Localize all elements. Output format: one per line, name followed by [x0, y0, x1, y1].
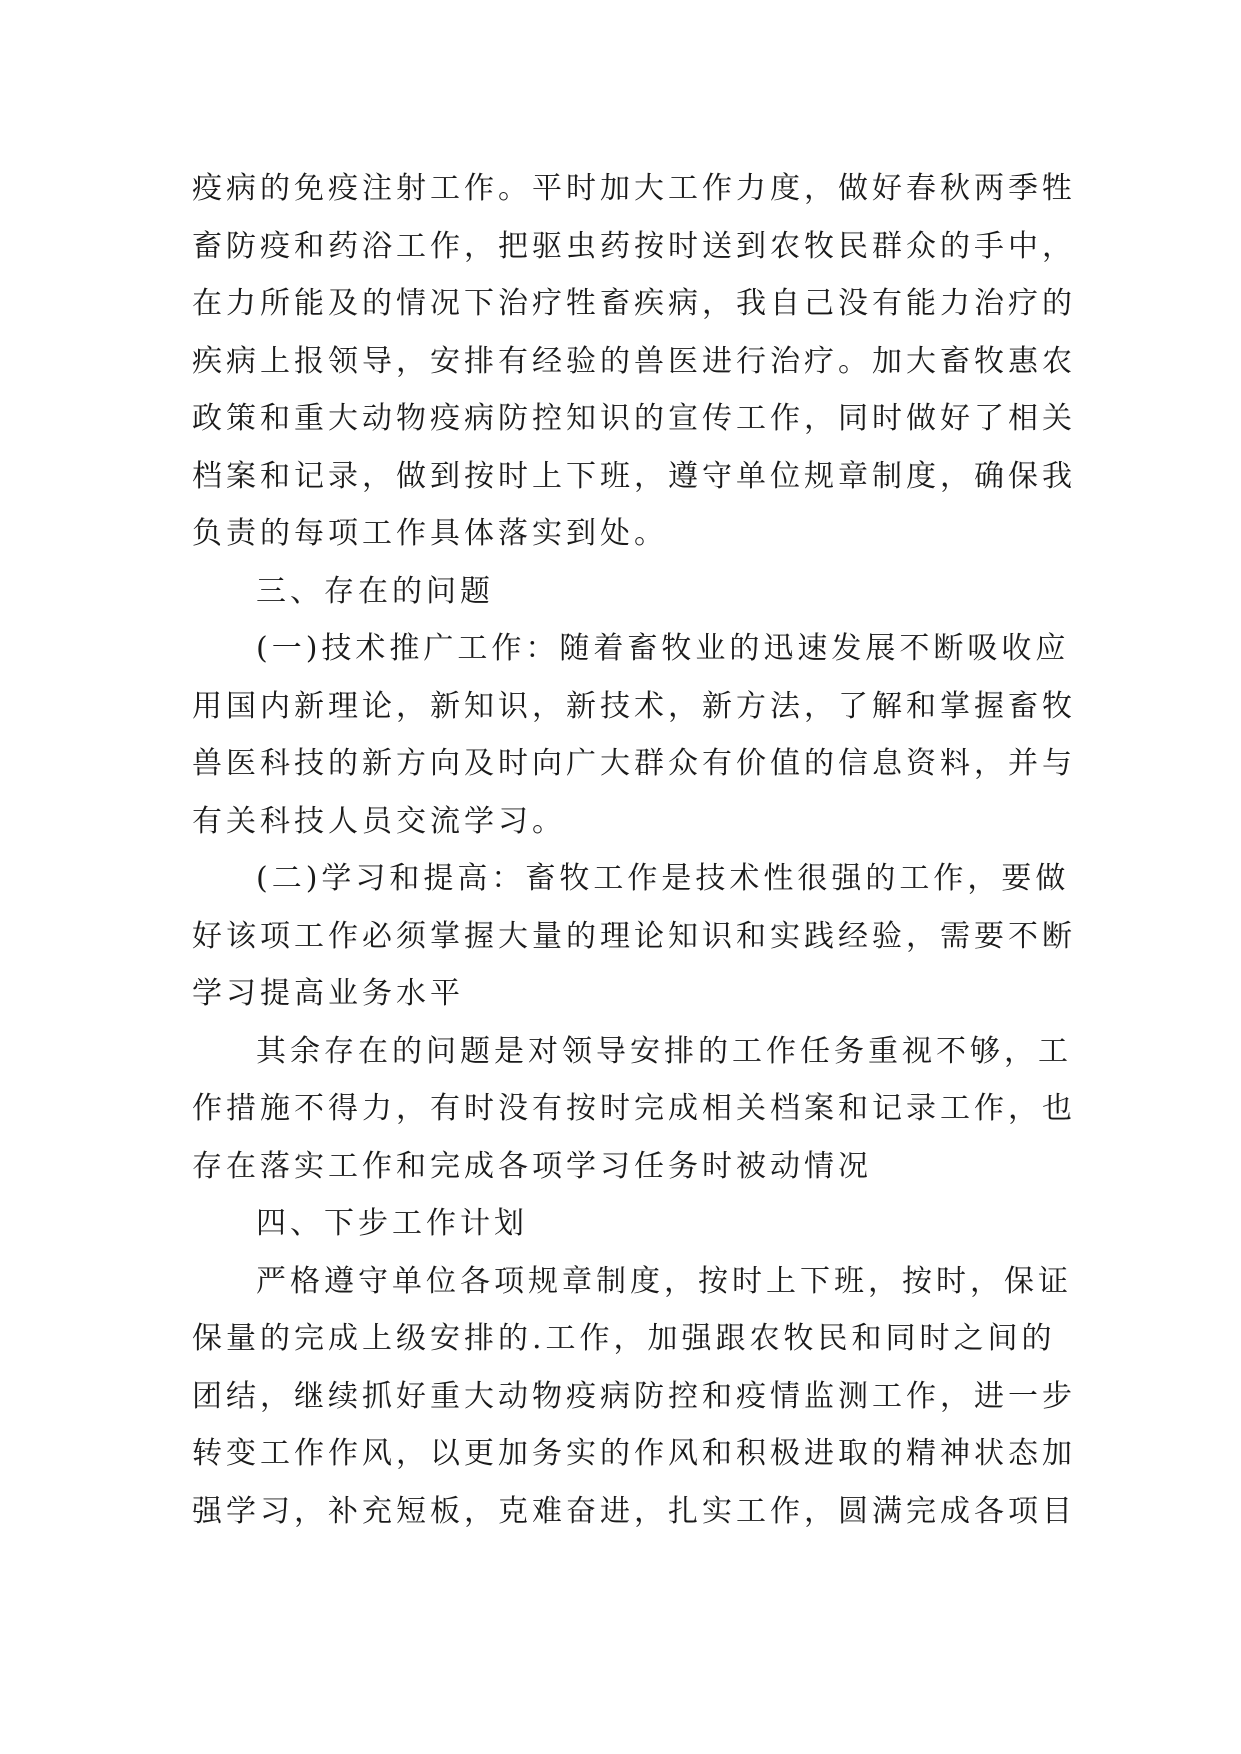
- text-line: 负责的每项工作具体落实到处。: [192, 516, 668, 551]
- text-line: 强学习，补充短板，克难奋进，扎实工作，圆满完成各项目: [192, 1493, 1076, 1529]
- text-line: 存在落实工作和完成各项学习任务时被动情况: [192, 1148, 872, 1184]
- text-line: 畜防疫和药浴工作，把驱虫药按时送到农牧民群众的手中，: [192, 228, 1076, 264]
- text-line: 保量的完成上级安排的.工作，加强跟农牧民和同时之间的: [192, 1321, 1056, 1356]
- text-line: 疫病的免疫注射工作。平时加大工作力度，做好春秋两季牲: [192, 171, 1076, 206]
- text-line: 好该项工作必须掌握大量的理论知识和实践经验，需要不断: [192, 918, 1076, 954]
- text-line: 档案和记录，做到按时上下班，遵守单位规章制度，确保我: [192, 458, 1076, 494]
- text-line: 疾病上报领导，安排有经验的兽医进行治疗。加大畜牧惠农: [192, 343, 1076, 379]
- text-line: 政策和重大动物疫病防控知识的宣传工作，同时做好了相关: [192, 401, 1076, 436]
- text-line: 转变工作作风，以更加务实的作风和积极进取的精神状态加: [192, 1436, 1076, 1471]
- text-line: 兽医科技的新方向及时向广大群众有价值的信息资料，并与: [192, 746, 1076, 781]
- section-heading: 四、下步工作计划: [256, 1206, 528, 1241]
- text-line: 用国内新理论，新知识，新技术，新方法，了解和掌握畜牧: [192, 688, 1076, 724]
- document-body: [192, 160, 1076, 1540]
- section-heading: 三、存在的问题: [256, 573, 494, 609]
- text-line: (二)学习和提高：畜牧工作是技术性很强的工作，要做: [256, 861, 1070, 896]
- text-line: 严格遵守单位各项规章制度，按时上下班，按时，保证: [256, 1263, 1072, 1299]
- text-line: 作措施不得力，有时没有按时完成相关档案和记录工作，也: [192, 1091, 1076, 1126]
- text-line: 学习提高业务水平: [192, 976, 464, 1011]
- text-line: 在力所能及的情况下治疗牲畜疾病，我自己没有能力治疗的: [192, 286, 1076, 321]
- text-line: 有关科技人员交流学习。: [192, 803, 566, 839]
- text-line: 其余存在的问题是对领导安排的工作任务重视不够，工: [256, 1033, 1072, 1069]
- text-line: 团结，继续抓好重大动物疫病防控和疫情监测工作，进一步: [192, 1378, 1076, 1414]
- text-line: (一)技术推广工作：随着畜牧业的迅速发展不断吸收应: [256, 631, 1070, 666]
